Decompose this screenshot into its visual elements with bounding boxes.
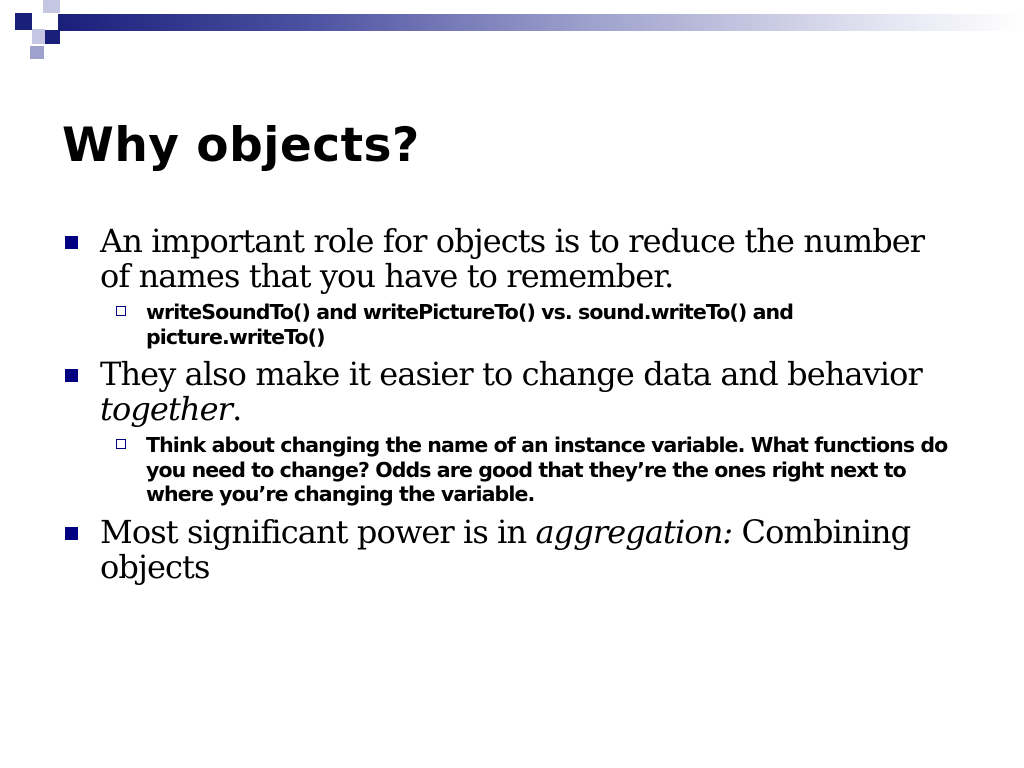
header-square-light bbox=[32, 29, 45, 44]
sub-bullet-list bbox=[100, 433, 962, 507]
hollow-square-bullet-icon bbox=[116, 306, 126, 316]
sub-bullet-list bbox=[100, 300, 962, 349]
sub-bullet-item bbox=[100, 433, 962, 507]
header-square-mid bbox=[30, 46, 44, 59]
bullet-item bbox=[62, 224, 962, 349]
hollow-square-bullet-icon bbox=[116, 439, 126, 449]
bullet-text: An important role for objects is to reduce the number of names that you have to remember. bbox=[100, 222, 925, 295]
sub-bullet-item bbox=[100, 300, 962, 349]
header-gradient-band bbox=[58, 14, 1024, 31]
bullet-text-part: . bbox=[232, 390, 242, 428]
header-square-dark bbox=[15, 13, 32, 30]
bullet-text-part: Most significant power is in bbox=[100, 512, 536, 551]
bullet-text-emphasis: together bbox=[100, 390, 233, 428]
bullet-text-part: They also make it easier to change data and behavior bbox=[100, 355, 922, 393]
sub-bullet-text: writeSoundTo() and writePictureTo() vs. sound.writeTo() and picture.writeTo() bbox=[146, 300, 793, 349]
sub-bullet-text: Think about changing the name of an instance variable. What functions do you need to change? Odds are good that they’re the ones right next to where you’re changing the variable. bbox=[146, 433, 948, 506]
bullet-text bbox=[100, 513, 910, 586]
square-bullet-icon bbox=[65, 527, 78, 540]
square-bullet-icon bbox=[65, 236, 78, 249]
slide-title: Why objects? bbox=[62, 118, 420, 173]
bullet-text bbox=[100, 355, 922, 428]
bullet-list bbox=[62, 224, 962, 585]
bullet-text-part: Combining objects bbox=[100, 512, 911, 586]
header-square-dark-small bbox=[45, 30, 60, 44]
bullet-item bbox=[62, 512, 962, 586]
bullet-item bbox=[62, 357, 962, 507]
bullet-text-emphasis: aggregation: bbox=[535, 512, 733, 551]
header-decoration bbox=[0, 0, 1024, 64]
header-square-light bbox=[43, 0, 60, 13]
square-bullet-icon bbox=[65, 369, 78, 382]
